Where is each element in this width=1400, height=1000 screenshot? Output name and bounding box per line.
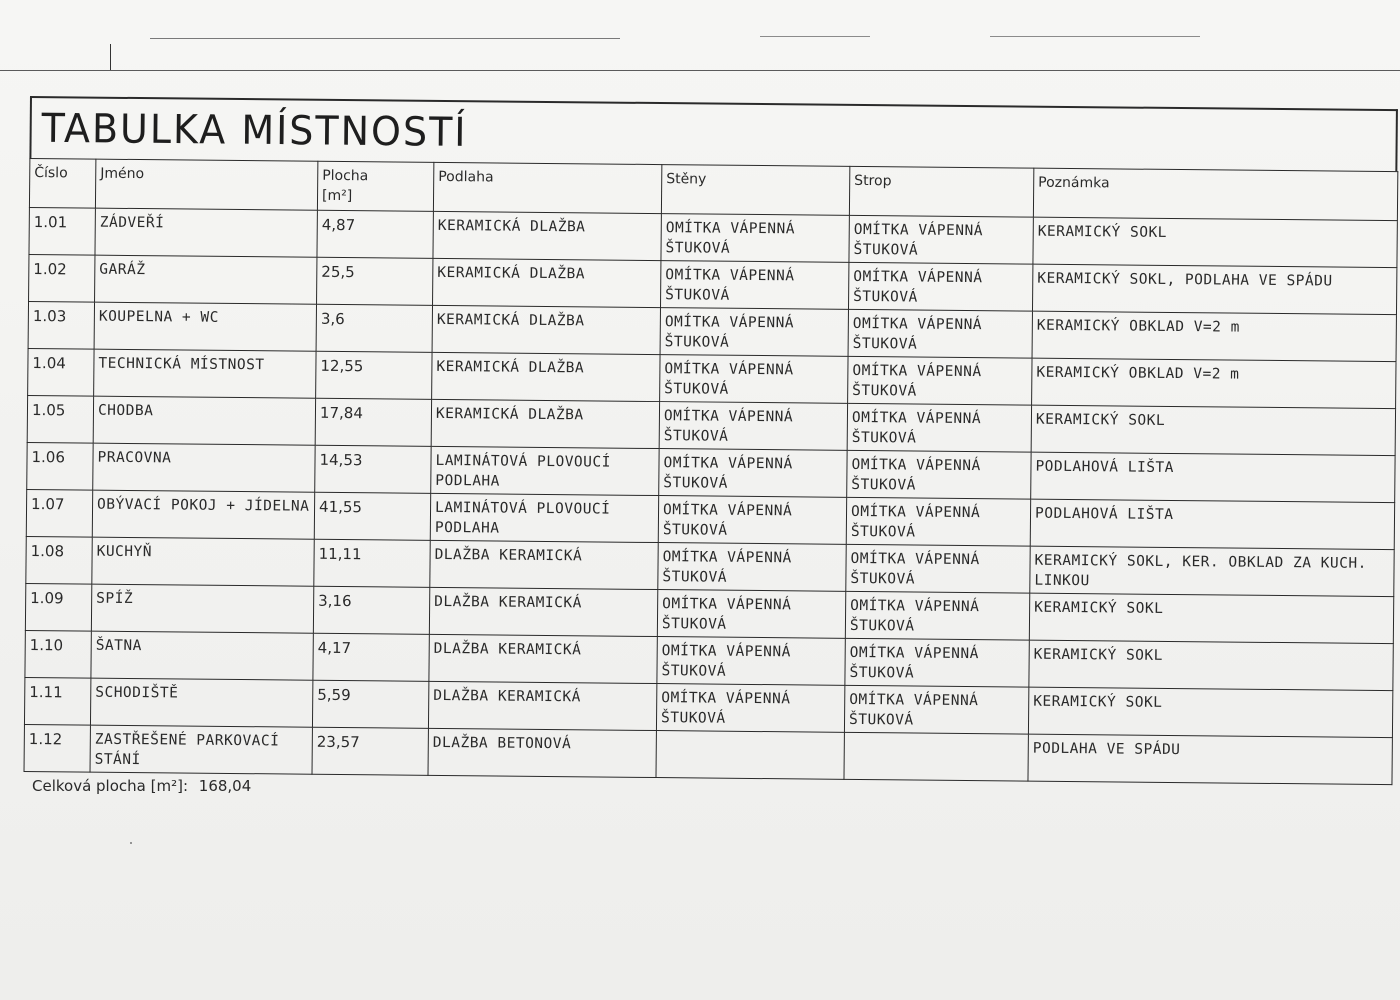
cell-strop: OMÍTKA VÁPENNÁ ŠTUKOVÁ bbox=[846, 544, 1030, 593]
cell-steny: OMÍTKA VÁPENNÁ ŠTUKOVÁ bbox=[660, 261, 848, 310]
cell-jmeno: ZÁDVEŘÍ bbox=[95, 208, 317, 257]
cell-strop: OMÍTKA VÁPENNÁ ŠTUKOVÁ bbox=[846, 497, 1030, 546]
cell-jmeno: KOUPELNA + WC bbox=[94, 302, 316, 351]
col-header-strop: Strop bbox=[849, 166, 1033, 217]
cell-podlaha: KERAMICKÁ DLAŽBA bbox=[431, 399, 659, 448]
cell-cislo: 1.11 bbox=[24, 677, 90, 725]
cell-jmeno: CHODBA bbox=[93, 396, 315, 445]
cell-plocha: 11,11 bbox=[314, 539, 430, 587]
cell-strop: OMÍTKA VÁPENNÁ ŠTUKOVÁ bbox=[849, 215, 1033, 264]
cell-steny: OMÍTKA VÁPENNÁ ŠTUKOVÁ bbox=[661, 214, 849, 263]
cell-strop: OMÍTKA VÁPENNÁ ŠTUKOVÁ bbox=[845, 591, 1029, 640]
cell-jmeno: SPÍŽ bbox=[91, 584, 313, 633]
cell-cislo: 1.01 bbox=[29, 207, 95, 255]
cell-podlaha: DLAŽBA BETONOVÁ bbox=[428, 728, 656, 777]
cell-poznamka: PODLAHOVÁ LIŠTA bbox=[1030, 499, 1394, 549]
cell-strop: OMÍTKA VÁPENNÁ ŠTUKOVÁ bbox=[848, 309, 1032, 358]
col-header-steny: Stěny bbox=[661, 165, 849, 216]
cell-cislo: 1.06 bbox=[27, 442, 93, 490]
paper-speck bbox=[130, 842, 132, 844]
cell-plocha: 4,17 bbox=[313, 633, 429, 681]
cell-poznamka: KERAMICKÝ SOKL bbox=[1028, 687, 1392, 737]
cell-steny: OMÍTKA VÁPENNÁ ŠTUKOVÁ bbox=[657, 637, 845, 686]
cell-podlaha: DLAŽBA KERAMICKÁ bbox=[430, 540, 658, 589]
cell-cislo: 1.08 bbox=[26, 536, 92, 584]
cell-jmeno: ŠATNA bbox=[91, 631, 313, 680]
cell-cislo: 1.09 bbox=[25, 583, 91, 631]
rooms-table bbox=[24, 158, 1399, 785]
cell-poznamka: PODLAHA VE SPÁDU bbox=[1028, 734, 1392, 784]
table-body bbox=[24, 207, 1397, 784]
cell-plocha: 25,5 bbox=[317, 257, 433, 305]
cell-plocha: 14,53 bbox=[315, 445, 431, 493]
cell-plocha: 5,59 bbox=[312, 680, 428, 728]
cell-poznamka: KERAMICKÝ OBKLAD V=2 m bbox=[1032, 358, 1396, 408]
cell-poznamka: KERAMICKÝ SOKL, KER. OBKLAD ZA KUCH. LINKOU bbox=[1030, 546, 1394, 596]
col-header-jmeno: Jméno bbox=[95, 159, 317, 210]
col-header-plocha bbox=[317, 161, 433, 211]
cell-podlaha: LAMINÁTOVÁ PLOVOUCÍ PODLAHA bbox=[431, 446, 659, 495]
cell-podlaha: KERAMICKÁ DLAŽBA bbox=[433, 211, 661, 260]
cell-plocha: 17,84 bbox=[315, 398, 431, 446]
cell-plocha: 41,55 bbox=[314, 492, 430, 540]
header-rule bbox=[150, 38, 620, 39]
cell-strop: OMÍTKA VÁPENNÁ ŠTUKOVÁ bbox=[848, 262, 1032, 311]
cell-strop: OMÍTKA VÁPENNÁ ŠTUKOVÁ bbox=[844, 685, 1028, 734]
cell-poznamka: KERAMICKÝ SOKL bbox=[1031, 405, 1395, 455]
cell-cislo: 1.05 bbox=[27, 395, 93, 443]
cell-steny: OMÍTKA VÁPENNÁ ŠTUKOVÁ bbox=[659, 449, 847, 498]
cell-jmeno: ZASTŘEŠENÉ PARKOVACÍ STÁNÍ bbox=[90, 725, 312, 774]
cell-steny: OMÍTKA VÁPENNÁ ŠTUKOVÁ bbox=[660, 308, 848, 357]
cell-jmeno: KUCHYŇ bbox=[92, 537, 314, 586]
cell-strop: OMÍTKA VÁPENNÁ ŠTUKOVÁ bbox=[848, 356, 1032, 405]
cell-jmeno: GARÁŽ bbox=[95, 255, 317, 304]
col-header-cislo: Číslo bbox=[29, 159, 95, 209]
cell-podlaha: KERAMICKÁ DLAŽBA bbox=[433, 258, 661, 307]
cell-plocha: 3,16 bbox=[313, 586, 429, 634]
col-header-poznamka: Poznámka bbox=[1033, 168, 1397, 220]
col-header-plocha-label: Plocha bbox=[322, 167, 369, 185]
cell-strop: OMÍTKA VÁPENNÁ ŠTUKOVÁ bbox=[847, 450, 1031, 499]
cell-cislo: 1.10 bbox=[25, 630, 91, 678]
cell-poznamka: KERAMICKÝ OBKLAD V=2 m bbox=[1032, 311, 1396, 361]
cell-poznamka: KERAMICKÝ SOKL bbox=[1029, 640, 1393, 690]
frame-tick bbox=[110, 44, 111, 70]
cell-plocha: 4,87 bbox=[317, 210, 433, 258]
cell-steny: OMÍTKA VÁPENNÁ ŠTUKOVÁ bbox=[660, 355, 848, 404]
cell-poznamka: KERAMICKÝ SOKL bbox=[1029, 593, 1393, 643]
cell-strop bbox=[844, 732, 1028, 781]
cell-jmeno: PRACOVNA bbox=[93, 443, 315, 492]
cell-plocha: 12,55 bbox=[316, 351, 432, 399]
sheet-border-line bbox=[0, 70, 1400, 71]
cell-plocha: 3,6 bbox=[316, 304, 432, 352]
cell-podlaha: KERAMICKÁ DLAŽBA bbox=[432, 305, 660, 354]
cell-steny: OMÍTKA VÁPENNÁ ŠTUKOVÁ bbox=[659, 402, 847, 451]
col-header-podlaha: Podlaha bbox=[433, 162, 661, 213]
total-area-label: Celková plocha [m²]: bbox=[32, 777, 188, 795]
cell-jmeno: TECHNICKÁ MÍSTNOST bbox=[94, 349, 316, 398]
total-area-value: 168,04 bbox=[198, 777, 252, 795]
header-rule bbox=[990, 36, 1200, 37]
room-schedule bbox=[24, 96, 1398, 785]
cell-poznamka: KERAMICKÝ SOKL bbox=[1033, 217, 1397, 267]
cell-podlaha: DLAŽBA KERAMICKÁ bbox=[428, 681, 656, 730]
cell-poznamka: KERAMICKÝ SOKL, PODLAHA VE SPÁDU bbox=[1032, 264, 1396, 314]
cell-plocha: 23,57 bbox=[312, 727, 428, 775]
cell-cislo: 1.04 bbox=[28, 348, 94, 396]
cell-jmeno: SCHODIŠTĚ bbox=[90, 678, 312, 727]
cell-strop: OMÍTKA VÁPENNÁ ŠTUKOVÁ bbox=[847, 403, 1031, 452]
cell-cislo: 1.12 bbox=[24, 724, 90, 772]
cell-cislo: 1.02 bbox=[29, 254, 95, 302]
cell-cislo: 1.07 bbox=[26, 489, 92, 537]
cell-jmeno: OBÝVACÍ POKOJ + JÍDELNA bbox=[92, 490, 314, 539]
cell-steny: OMÍTKA VÁPENNÁ ŠTUKOVÁ bbox=[658, 496, 846, 545]
cell-podlaha: LAMINÁTOVÁ PLOVOUCÍ PODLAHA bbox=[430, 493, 658, 542]
cell-cislo: 1.03 bbox=[28, 301, 94, 349]
cell-strop: OMÍTKA VÁPENNÁ ŠTUKOVÁ bbox=[845, 638, 1029, 687]
header-rule bbox=[760, 36, 870, 37]
cell-podlaha: DLAŽBA KERAMICKÁ bbox=[429, 587, 657, 636]
cell-podlaha: KERAMICKÁ DLAŽBA bbox=[432, 352, 660, 401]
col-header-plocha-unit: [m²] bbox=[321, 187, 353, 205]
cell-steny: OMÍTKA VÁPENNÁ ŠTUKOVÁ bbox=[658, 543, 846, 592]
total-area bbox=[32, 777, 251, 795]
cell-steny bbox=[656, 731, 844, 780]
cell-podlaha: DLAŽBA KERAMICKÁ bbox=[429, 634, 657, 683]
table-title: TABULKA MÍSTNOSTÍ bbox=[41, 105, 468, 156]
cell-steny: OMÍTKA VÁPENNÁ ŠTUKOVÁ bbox=[656, 684, 844, 733]
cell-steny: OMÍTKA VÁPENNÁ ŠTUKOVÁ bbox=[657, 590, 845, 639]
cell-poznamka: PODLAHOVÁ LIŠTA bbox=[1031, 452, 1395, 502]
